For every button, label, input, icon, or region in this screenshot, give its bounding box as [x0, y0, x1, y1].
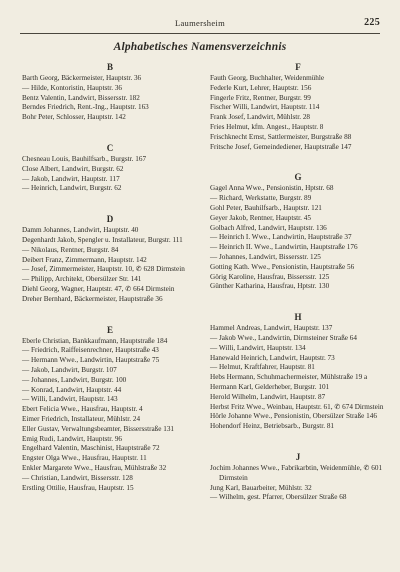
section-entries — [210, 74, 386, 152]
directory-entry: Golbach Alfred, Landwirt, Hauptstr. 136 — [210, 223, 327, 232]
directory-entry: — Heinrich, Landwirt, Burgstr. 62 — [22, 184, 122, 193]
page-title: Alphabetisches Namensverzeichnis — [113, 41, 287, 53]
directory-entry: Erstling Ottilie, Hausfrau, Hauptstr. 15 — [22, 483, 134, 492]
directory-entry: — Heinrich I. Wwe., Landwirtin, Hauptstraße 37 — [210, 233, 352, 242]
directory-entry: — Richard, Werkstatte, Burgstr. 89 — [210, 194, 312, 203]
header-rule — [20, 33, 380, 34]
section-letter: E — [106, 324, 113, 335]
directory-entry: — Friedrich, Raiffeisenrechner, Hauptstraße 43 — [22, 346, 159, 355]
directory-entry: Bohr Peter, Schlosser, Hauptstr. 142 — [22, 113, 126, 122]
directory-entry: Jochim Johannes Wwe., Fabrikarbtin, Weidenmühle, ✆ 601 Dirmstein — [210, 463, 383, 482]
directory-entry: Fries Helmut, kfm. Angest., Hauptstr. 8 — [210, 122, 324, 131]
directory-entry: Emig Rudi, Landwirt, Hauptstr. 96 — [22, 434, 123, 443]
running-head — [20, 18, 380, 32]
directory-entry: Engelhard Valentin, Maschinist, Hauptstraße 72 — [22, 444, 160, 453]
running-head-place: Laumersheim — [174, 18, 226, 28]
directory-entry: Görig Karoline, Hausfrau, Bissersstr. 125 — [210, 272, 330, 281]
directory-entry: — Christian, Landwirt, Bissersstr. 128 — [22, 473, 133, 482]
directory-entry: Herold Wilhelm, Landwirt, Hauptstr. 87 — [210, 392, 326, 401]
directory-entry: — Konrad, Landwirt, Hauptstr. 44 — [22, 385, 122, 394]
directory-entry: Eberle Christian, Bankkaufmann, Hauptstraße 184 — [22, 336, 168, 345]
section-entries — [22, 155, 198, 194]
directory-entry: Hörle Johanne Wwe., Pensionistin, Obersülzer Straße 146 — [210, 412, 377, 421]
directory-entry: Chesneau Louis, Bauhilfsarb., Burgstr. 167 — [22, 154, 147, 163]
directory-entry: Frank Josef, Landwirt, Mühlstr. 28 — [210, 113, 311, 122]
directory-entry: — Helmut, Kraftfahrer, Hauptstr. 81 — [210, 363, 315, 372]
directory-entry: — Nikolaus, Rentner, Burgstr. 84 — [22, 245, 119, 254]
section-entries — [210, 324, 386, 432]
directory-entry: Fauth Georg, Buchhalter, Weidenmühle — [210, 74, 325, 82]
directory-entry: — Johannes, Landwirt, Burgstr. 100 — [22, 375, 127, 384]
directory-entry: — Heinrich II. Wwe., Landwirtin, Hauptstraße 176 — [210, 243, 358, 252]
directory-entry: — Hilde, Kontoristin, Hauptstr. 36 — [22, 83, 123, 92]
directory-entry: Gagel Anna Wwe., Pensionistin, Hptstr. 68 — [210, 184, 334, 193]
left-column — [22, 60, 198, 511]
directory-entry: Eimer Friedrich, Installateur, Mühlstr. 24 — [22, 414, 141, 423]
right-column — [210, 60, 386, 521]
directory-entry: Fingerle Fritz, Rentner, Burgstr. 99 — [210, 93, 311, 102]
section-letter: H — [294, 312, 302, 323]
directory-entry: Berndes Friedrich, Rent.-Ing., Hauptstr. 163 — [22, 103, 149, 112]
directory-entry: Federle Kurt, Lehrer, Hauptstr. 156 — [210, 83, 312, 92]
directory-entry: — Jakob, Landwirt, Burgstr. 107 — [22, 365, 117, 374]
directory-entry: Diehl Georg, Wagner, Hauptstr. 47, ✆ 664 Dirmstein — [22, 284, 175, 293]
section-entries — [22, 74, 198, 123]
directory-entry: — Josef, Zimmermeister, Hauptstr. 10, ✆ 628 Dirmstein — [22, 265, 185, 274]
directory-entry: Hammel Andreas, Landwirt, Hauptstr. 137 — [210, 324, 333, 333]
directory-entry: Gohl Peter, Bauhilfsarb., Hauptstr. 121 — [210, 203, 322, 212]
directory-entry: — Wilhelm, gest. Pfarrer, Obersülzer Straße 68 — [210, 493, 347, 502]
directory-entry: Engster Olga Wwe., Hausfrau, Hauptstr. 11 — [22, 454, 147, 463]
directory-entry: Barth Georg, Bäckermeister, Hauptstr. 36 — [22, 74, 142, 82]
directory-entry: Geyer Jakob, Rentner, Hauptstr. 45 — [210, 213, 311, 222]
directory-entry: — Hermann Wwe., Landwirtin, Hauptstraße 75 — [22, 356, 160, 365]
directory-entry: Ebert Felicia Wwe., Hausfrau, Hauptstr. 4 — [22, 405, 143, 414]
section-entries — [22, 226, 198, 304]
section-letter: B — [106, 62, 113, 72]
directory-entry: Jung Karl, Bauarbeiter, Mühlstr. 32 — [210, 483, 312, 492]
directory-entry: — Jakob, Landwirt, Hauptstr. 117 — [22, 174, 120, 183]
directory-entry: Gotting Kath. Wwe., Pensionistin, Hauptstraße 56 — [210, 262, 355, 271]
section-letter: D — [106, 214, 114, 225]
directory-entry: Enkler Margarete Wwe., Hausfrau, Mühlstraße 32 — [22, 463, 167, 472]
section-letter: F — [295, 62, 301, 72]
section-entries — [22, 337, 198, 494]
directory-entry: Damm Johannes, Landwirt, Hauptstr. 40 — [22, 226, 139, 235]
directory-entry: Dreher Bernhard, Bäckermeister, Hauptstraße 36 — [22, 294, 163, 303]
page-number: 225 — [364, 17, 380, 28]
directory-entry: — Johannes, Landwirt, Bissersstr. 125 — [210, 252, 321, 261]
directory-entry: Hebs Hermann, Schuhmachermeister, Mühlstraße 19 a — [210, 373, 368, 382]
directory-entry: Hermann Karl, Gelderheber, Burgstr. 101 — [210, 382, 330, 391]
directory-entry: Close Albert, Landwirt, Burgstr. 62 — [22, 164, 124, 173]
directory-entry: Bentz Valentin, Landwirt, Bissersstr. 182 — [22, 93, 140, 102]
section-letter: C — [106, 142, 114, 153]
section-entries — [210, 464, 386, 503]
directory-entry: Hohendorf Heinz, Betriebsarb., Burgstr. 81 — [210, 422, 335, 431]
directory-entry: Degenhardt Jakob, Spengler u. Installateur, Burgstr. 111 — [22, 235, 183, 244]
section-entries — [210, 184, 386, 292]
directory-entry: — Willi, Landwirt, Hauptstr. 134 — [210, 343, 306, 352]
section-letter: G — [294, 172, 302, 183]
directory-entry: Frischknecht Ernst, Sattlermeister, Burgstraße 88 — [210, 132, 352, 141]
directory-entry: — Willi, Landwirt, Hauptstr. 143 — [22, 395, 118, 404]
directory-entry: — Jakob Wwe., Landwirtin, Dirmsteiner Straße 64 — [210, 333, 357, 342]
directory-entry: Deibert Franz, Zimmermann, Hauptstr. 142 — [22, 255, 147, 264]
section-letter: J — [295, 451, 301, 462]
directory-entry: Eller Gustav, Verwaltungsbeamter, Bissersstraße 131 — [22, 424, 175, 433]
directory-entry: Herbst Fritz Wwe., Weinbau, Hauptstr. 61, ✆ 674 Dirmstein — [210, 402, 384, 411]
directory-entry: Günther Katharina, Hausfrau, Hptstr. 130 — [210, 282, 330, 291]
directory-entry: Hanewald Heinrich, Landwirt, Hauptstr. 73 — [210, 353, 335, 362]
directory-entry: Fischer Willi, Landwirt, Hauptstr. 114 — [210, 103, 320, 112]
directory-entry: — Philipp, Architekt, Obersülzer Str. 141 — [22, 275, 142, 284]
directory-entry: Fritsche Josef, Gemeindediener, Hauptstraße 147 — [210, 142, 352, 151]
